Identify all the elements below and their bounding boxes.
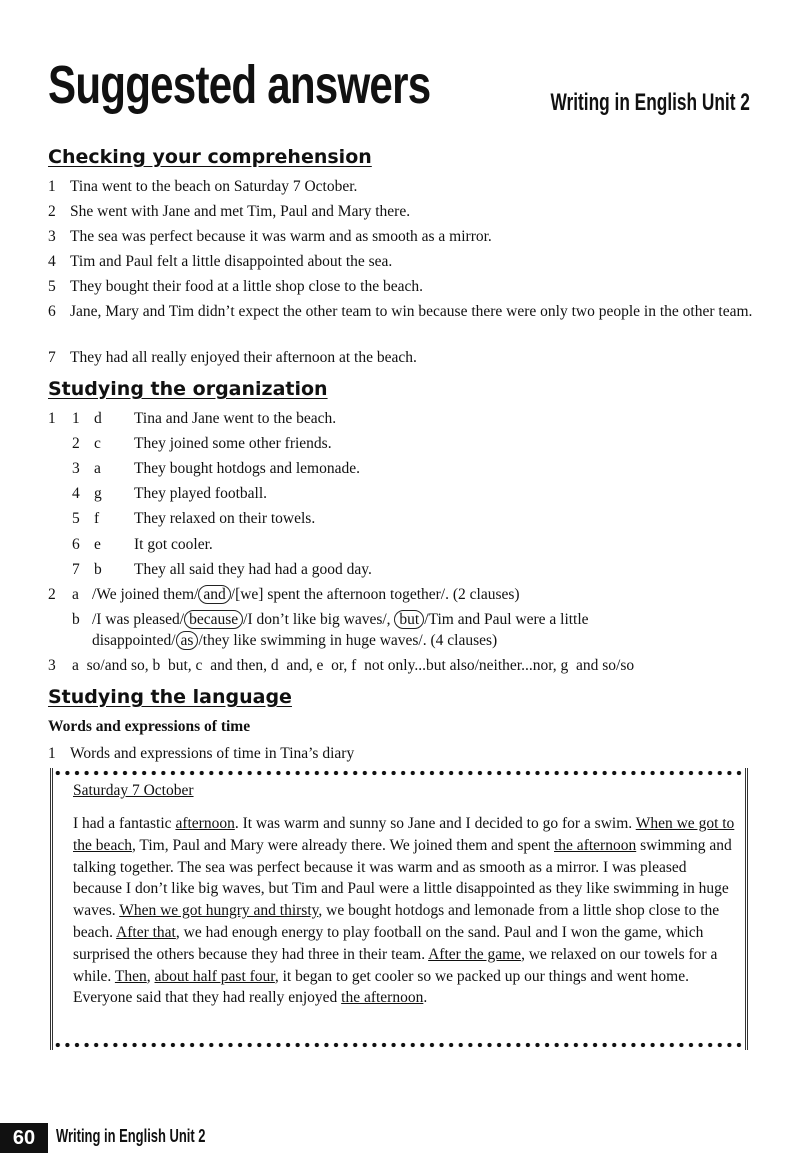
- dotted-border-top: [53, 770, 745, 776]
- circled-conjunction: because: [184, 610, 243, 629]
- footer-unit-label: Writing in English Unit 2: [56, 1126, 206, 1146]
- dotted-border-bottom: [53, 1042, 745, 1048]
- page-number: 60: [0, 1123, 48, 1153]
- subheading: Words and expressions of time: [48, 718, 251, 735]
- circled-conjunction: as: [176, 631, 199, 650]
- language-heading: Studying the language: [48, 686, 292, 708]
- circled-conjunction: and: [198, 585, 230, 604]
- comprehension-heading: Checking your comprehension: [48, 146, 372, 168]
- diary-date: Saturday 7 October: [73, 782, 194, 799]
- page-title: Suggested answers: [48, 55, 431, 115]
- organization-heading: Studying the organization: [48, 378, 328, 400]
- circled-conjunction: but: [394, 610, 424, 629]
- unit-label: Writing in English Unit 2: [550, 89, 750, 116]
- diary-box: [50, 768, 748, 1050]
- diary-text: I had a fantastic afternoon. It was warm and sunny so Jane and I decided to go for a swim. When we got to the beach, Tim, Paul and Mary were already there. We joined them and spent the afternoon swimming and talking together. The sea was perfect because it was warm and as smooth as a mirror. I was pleased because I don’t like big waves, but Tim and Paul were a little disappointed as they like swimming in huge waves. When we got hungry and thirsty, we bought hotdogs and lemonade from a little shop close to the beach. After that, we had enough energy to play football on the sand. Paul and I won the game, which surprised the others because they had three in their team. After the game, we relaxed on our towels for a while. Then, about half past four, it began to get cooler so we packed up our things and went home. Everyone said that they had really enjoyed the afternoon.: [73, 815, 735, 1007]
